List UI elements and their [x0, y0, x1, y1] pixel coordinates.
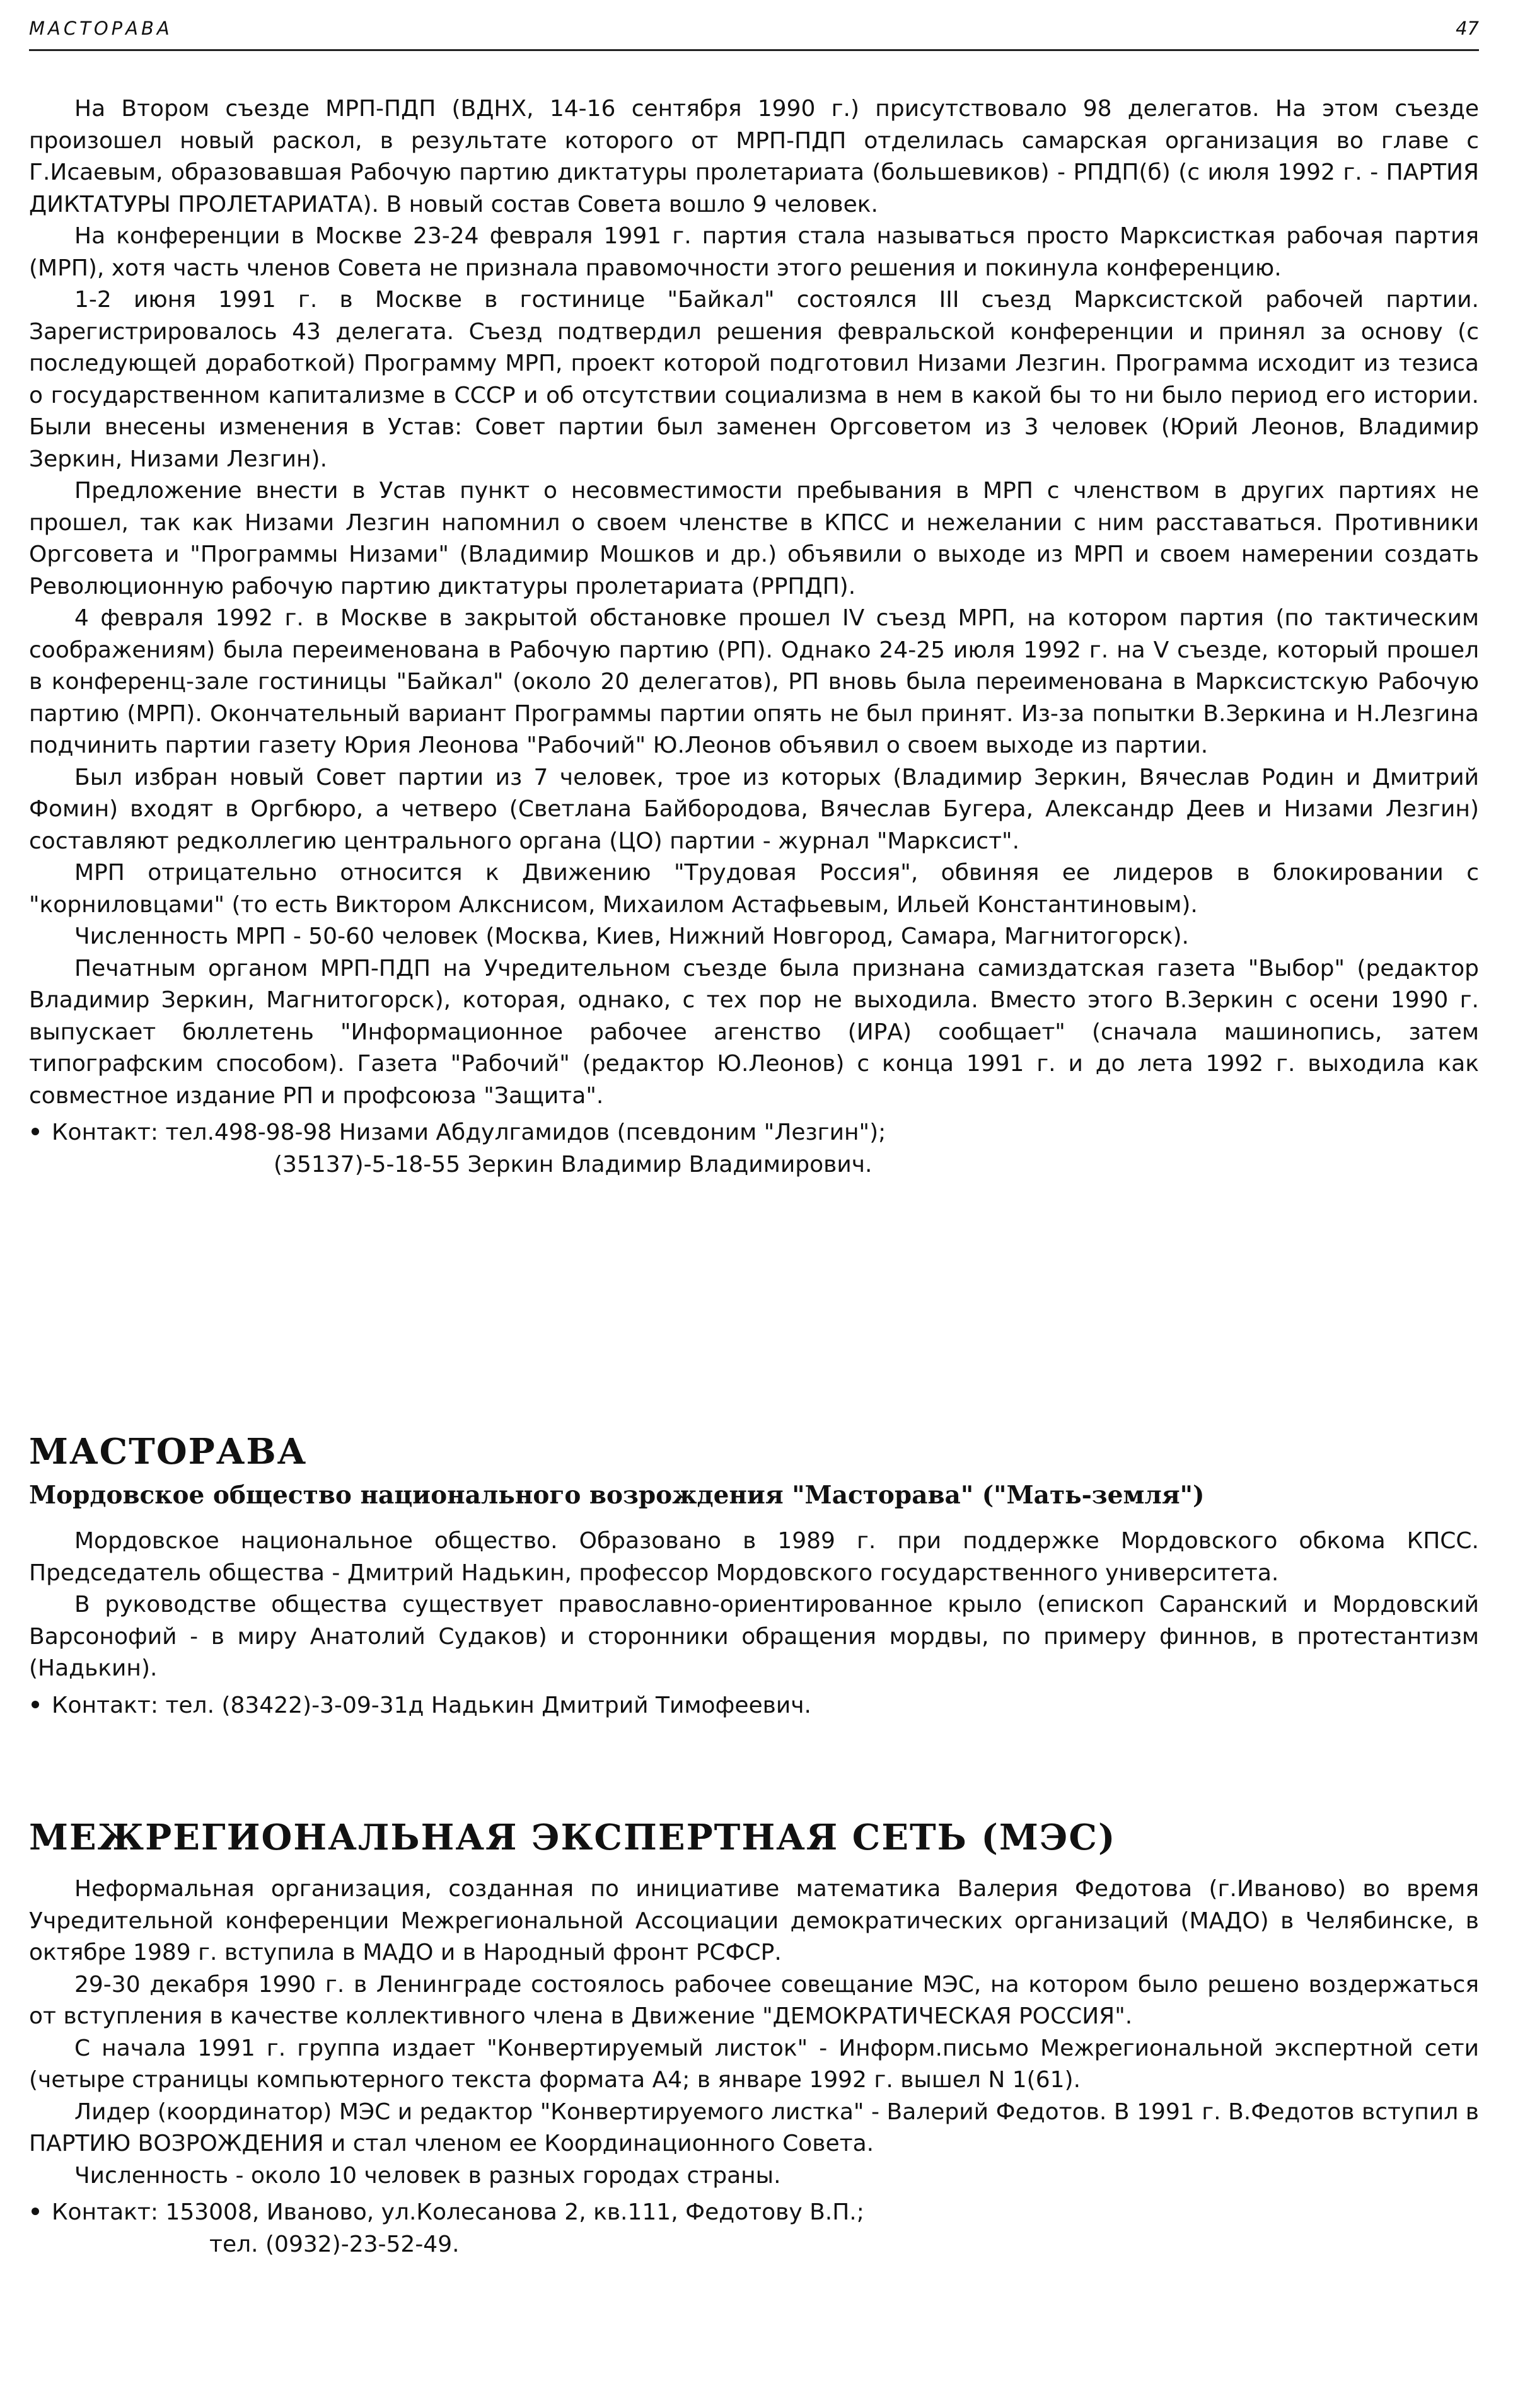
- paragraph: Был избран новый Совет партии из 7 человек, трое из которых (Владимир Зеркин, Вячеслав Родин и Дмитрий Фомин) входят в Оргбюро, а четверо (Светлана Байбородова, Вячеслав Бугера, Александр Деев и Низами Лезгин) составляют редколлегию центрального органа (ЦО) партии - журнал "Марксист".: [29, 764, 1479, 854]
- header-rule: [29, 49, 1479, 51]
- paragraph: Численность МРП - 50-60 человек (Москва, Киев, Нижний Новгород, Самара, Магнитогорск).: [74, 923, 1189, 949]
- page-number: 47: [1456, 18, 1479, 39]
- mrp-continuation-section: [29, 93, 1479, 1181]
- contact-line: Контакт: тел. (83422)-3-09-31д Надькин Дмитрий Тимофеевич.: [52, 1692, 811, 1718]
- paragraph: 29-30 декабря 1990 г. в Ленинграде состоялось рабочее совещание МЭС, на котором было решено воздержаться от вступления в качестве коллективного члена в Движение "ДЕМОКРАТИЧЕСКАЯ РОССИЯ".: [29, 1971, 1479, 2029]
- mes-section: [29, 1815, 1479, 2260]
- paragraph: На конференции в Москве 23-24 февраля 1991 г. партия стала называться просто Марксисткая рабочая партия (МРП), хотя часть членов Совета не признала правомочности этого решения и покинула конференцию.: [29, 223, 1479, 281]
- paragraph: Мордовское национальное общество. Образовано в 1989 г. при поддержке Мордовского обкома КПСС. Председатель общества - Дмитрий Надькин, профессор Мордовского государственного университета.: [29, 1528, 1479, 1586]
- bullet-icon: [32, 2208, 39, 2215]
- paragraph: Печатным органом МРП-ПДП на Учредительном съезде была признана самиздатская газета "Выбор" (редактор Владимир Зеркин, Магнитогорск), которая, однако, с тех пор не выходила. Вместо этого В.Зеркин с осени 1990 г. выпускает бюллетень "Информационное рабочее агенство (ИРА) сообщает" (сначала машинопись, затем типографским способом). Газета "Рабочий" (редактор Ю.Леонов) с конца 1991 г. и до лета 1992 г. выходила как совместное издание РП и профсоюза "Защита".: [29, 955, 1479, 1109]
- section-heading: МАСТОРАВА: [29, 1431, 308, 1473]
- section-subheading: Мордовское общество национального возрождения "Масторава" ("Мать-земля"): [29, 1481, 1205, 1510]
- bullet-icon: [32, 1701, 39, 1708]
- running-title: МАСТОРАВА: [29, 18, 173, 39]
- paragraph: 1-2 июня 1991 г. в Москве в гостинице "Байкал" состоялся III съезд Марксистской рабочей партии. Зарегистрировалось 43 делегата. Съезд подтвердил решения февральской конференции и принял за основу (с последующей доработкой) Программу МРП, проект которой подготовил Низами Лезгин. Программа исходит из тезиса о государственном капитализме в СССР и об отсутствии социализма в нем в какой бы то ни было период его истории. Были внесены изменения в Устав: Совет партии был заменен Оргсоветом из 3 человек (Юрий Леонов, Владимир Зеркин, Низами Лезгин).: [29, 287, 1479, 472]
- section-heading: МЕЖРЕГИОНАЛЬНАЯ ЭКСПЕРТНАЯ СЕТЬ (МЭС): [29, 1817, 1116, 1858]
- running-header: [29, 18, 1479, 49]
- contact-line: Контакт: 153008, Иваново, ул.Колесанова 2, кв.111, Федотову В.П.;: [52, 2199, 864, 2225]
- paragraph: В руководстве общества существует православно-ориентированное крыло (епископ Саранский и Мордовский Варсонофий - в миру Анатолий Судаков) и сторонники обращения мордвы, по примеру финнов, в протестантизм (Надькин).: [29, 1592, 1479, 1681]
- paragraph: 4 февраля 1992 г. в Москве в закрытой обстановке прошел IV съезд МРП, на котором партия (по тактическим соображениям) была переименована в Рабочую партию (РП). Однако 24-25 июля 1992 г. на V съезде, который прошел в конференц-зале гостиницы "Байкал" (около 20 делегатов), РП вновь была переименована в Марксистскую Рабочую партию (МРП). Окончательный вариант Программы партии опять не был принят. Из-за попытки В.Зеркина и Н.Лезгина подчинить партии газету Юрия Леонова "Рабочий" Ю.Леонов объявил о своем выходе из партии.: [29, 605, 1479, 758]
- mastorava-section: [29, 1430, 1479, 1722]
- bullet-icon: [32, 1128, 39, 1135]
- paragraph: Неформальная организация, созданная по инициативе математика Валерия Федотова (г.Иваново) во время Учредительной конференции Межрегиональной Ассоциации демократических организаций (МАДО) в Челябинске, в октябре 1989 г. вступила в МАДО и в Народный фронт РСФСР.: [29, 1876, 1479, 1965]
- paragraph: МРП отрицательно относится к Движению "Трудовая Россия", обвиняя ее лидеров в блокировании с "корниловцами" (то есть Виктором Алкснисом, Михаилом Астафьевым, Ильей Константиновым).: [29, 860, 1479, 918]
- contact-line: тел. (0932)-23-52-49.: [209, 2231, 460, 2257]
- paragraph: Лидер (координатор) МЭС и редактор "Конвертируемого листка" - Валерий Федотов. В 1991 г. В.Федотов вступил в ПАРТИЮ ВОЗРОЖДЕНИЯ и стал членом ее Координационного Совета.: [29, 2098, 1479, 2156]
- contact-block: [29, 1690, 1479, 1722]
- paragraph: На Втором съезде МРП-ПДП (ВДНХ, 14-16 сентября 1990 г.) присутствовало 98 делегатов. На этом съезде произошел новый раскол, в результате которого от МРП-ПДП отделилась самарская организация во главе с Г.Исаевым, образовавшая Рабочую партию диктатуры пролетариата (большевиков) - РПДП(б) (с июля 1992 г. - ПАРТИЯ ДИКТАТУРЫ ПРОЛЕТАРИАТА). В новый состав Совета вошло 9 человек.: [29, 96, 1479, 217]
- contact-block: [29, 2197, 1479, 2260]
- contact-block: [29, 1117, 1479, 1181]
- paragraph: Предложение внести в Устав пункт о несовместимости пребывания в МРП с членством в других партиях не прошел, так как Низами Лезгин напомнил о своем членстве в КПСС и нежелании с ним расставаться. Противники Оргсовета и "Программы Низами" (Владимир Мошков и др.) объявили о выходе из МРП и своем намерении создать Революционную рабочую партию диктатуры пролетариата (РРПДП).: [29, 478, 1479, 599]
- contact-line: Контакт: тел.498-98-98 Низами Абдулгамидов (псевдоним "Лезгин");: [52, 1120, 886, 1145]
- paragraph: С начала 1991 г. группа издает "Конвертируемый листок" - Информ.письмо Межрегиональной экспертной сети (четыре страницы компьютерного текста формата А4; в январе 1992 г. вышел N 1(61).: [29, 2035, 1479, 2093]
- contact-line: (35137)-5-18-55 Зеркин Владимир Владимирович.: [274, 1151, 872, 1178]
- paragraph: Численность - около 10 человек в разных городах страны.: [74, 2162, 781, 2189]
